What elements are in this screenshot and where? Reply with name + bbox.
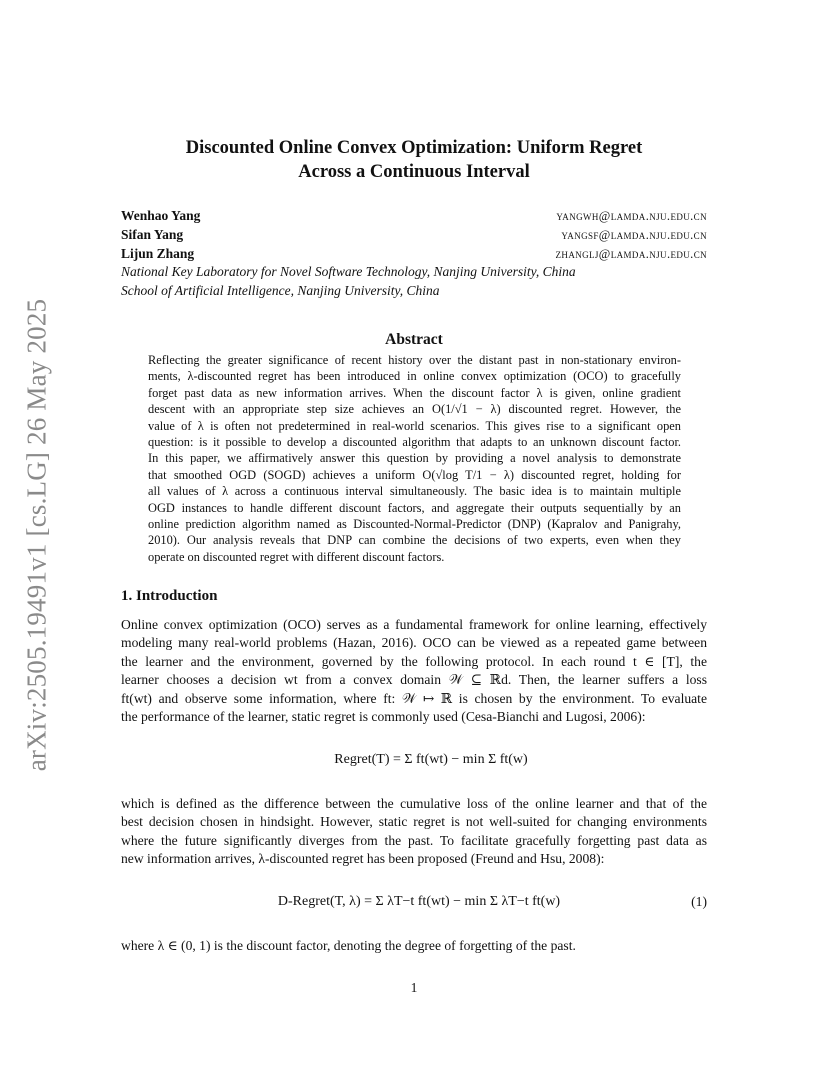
paragraph-line: the performance of the learner, static regret is commonly used (Cesa-Bianchi and Lugosi, 2006):	[121, 709, 646, 725]
title-line-2: Across a Continuous Interval	[298, 162, 530, 182]
abstract-line: question: is it possible to develop a discounted algorithm that adapts to an unknown discount factor.	[148, 435, 681, 450]
equation-number: (1)	[691, 894, 707, 909]
abstract-line: online prediction algorithm named as Discounted-Normal-Predictor (DNP) (Kapralov and Panigrahy,	[148, 517, 681, 532]
paragraph-line: Online convex optimization (OCO) serves as a fundamental framework for online learning, effectively	[121, 617, 707, 632]
affiliation-2: School of Artificial Intelligence, Nanjing University, China	[121, 283, 440, 298]
author-3	[121, 245, 707, 263]
arxiv-identifier: arXiv:2505.19491v1 [cs.LG] 26 May 2025	[21, 298, 52, 772]
intro-paragraph-1	[121, 616, 707, 726]
paragraph-line: modeling many real-world problems (Hazan, 2016). OCO can be viewed as a repeated game between	[121, 635, 707, 651]
author-name: Wenhao Yang	[121, 208, 201, 223]
paragraph-line: which is defined as the difference between the cumulative loss of the online learner and that of the	[121, 796, 707, 811]
paragraph-line: where the future significantly diverges from the past. To facilitate gracefully forgetting past data as	[121, 832, 707, 848]
paragraph-line: ft(wt) and observe some information, where ft: 𝒲 ↦ ℝ is chosen by the environment. To evaluate	[121, 690, 707, 706]
abstract-line: 2010). Our analysis reveals that DNP can combine the decisions of two experts, even when they	[148, 533, 681, 548]
paragraph-line: best decision chosen in hindsight. However, static regret is not well-suited for changing environments	[121, 814, 707, 830]
abstract-heading: Abstract	[385, 331, 443, 348]
abstract-line: Reflecting the greater significance of recent history over the distant past in non-stationary environ-	[148, 353, 681, 367]
paragraph-line: learner chooses a decision wt from a convex domain 𝒲 ⊆ ℝd. Then, the learner suffers a loss	[121, 672, 707, 688]
abstract-line: OGD instances to handle different discount factors, and aggregate their outputs sequentially by an	[148, 500, 681, 515]
page-number: 1	[410, 980, 418, 995]
paragraph-line: where λ ∈ (0, 1) is the discount factor, denoting the degree of forgetting of the past.	[121, 938, 576, 953]
author-email[interactable]: yangwh@lamda.nju.edu.cn	[556, 209, 707, 223]
paragraph-line: new information arrives, λ-discounted regret has been proposed (Freund and Hsu, 2008):	[121, 851, 605, 867]
section-heading-introduction: 1. Introduction	[121, 588, 218, 604]
equation-regret: Regret(T) = Σ ft(wt) − min Σ ft(w)	[334, 752, 528, 767]
abstract-body	[148, 352, 681, 565]
title-line-1: Discounted Online Convex Optimization: Uniform Regret	[185, 138, 643, 158]
abstract-line: descent with an appropriate step size achieves an O(1/√1 − λ) discounted regret. However, the	[148, 402, 681, 417]
author-email[interactable]: yangsf@lamda.nju.edu.cn	[561, 228, 707, 242]
author-name: Sifan Yang	[121, 227, 184, 242]
affiliation-1: National Key Laboratory for Novel Software Technology, Nanjing University, China	[121, 264, 576, 279]
intro-paragraph-2	[121, 795, 707, 869]
abstract-line: that smoothed OGD (SOGD) achieves a uniform O(√log T/1 − λ) discounted regret, holding for	[148, 467, 681, 482]
abstract-line: forget past data as new information arrives. When the discount factor λ is given, online gradient	[148, 385, 681, 400]
abstract-line: value of λ is often not predetermined in real-world scenarios. This gives rise to a significant open	[148, 418, 681, 433]
paper-title	[121, 136, 707, 184]
arxiv-sidebar	[0, 0, 70, 1072]
paragraph-line: the learner and the environment, governed by the following protocol. In each round t ∈ [T], the	[121, 653, 707, 669]
abstract-line: operate on discounted regret with different discount factors.	[148, 549, 445, 564]
author-1	[121, 207, 707, 225]
abstract-line: all values of λ across a continuous interval simultaneously. The basic idea is to maintain multiple	[148, 484, 681, 499]
abstract-line: ments, λ-discounted regret has been introduced in online convex optimization (OCO) to gracefully	[148, 369, 681, 384]
author-2	[121, 226, 707, 244]
author-name: Lijun Zhang	[121, 246, 195, 261]
author-email[interactable]: zhanglj@lamda.nju.edu.cn	[555, 247, 707, 261]
abstract-line: In this paper, we affirmatively answer this question by providing a novel analysis to demonstrate	[148, 451, 681, 466]
intro-paragraph-3	[121, 937, 707, 955]
equation-discounted-regret: D-Regret(T, λ) = Σ λT−t ft(wt) − min Σ λT−t ft(w)	[277, 894, 561, 909]
